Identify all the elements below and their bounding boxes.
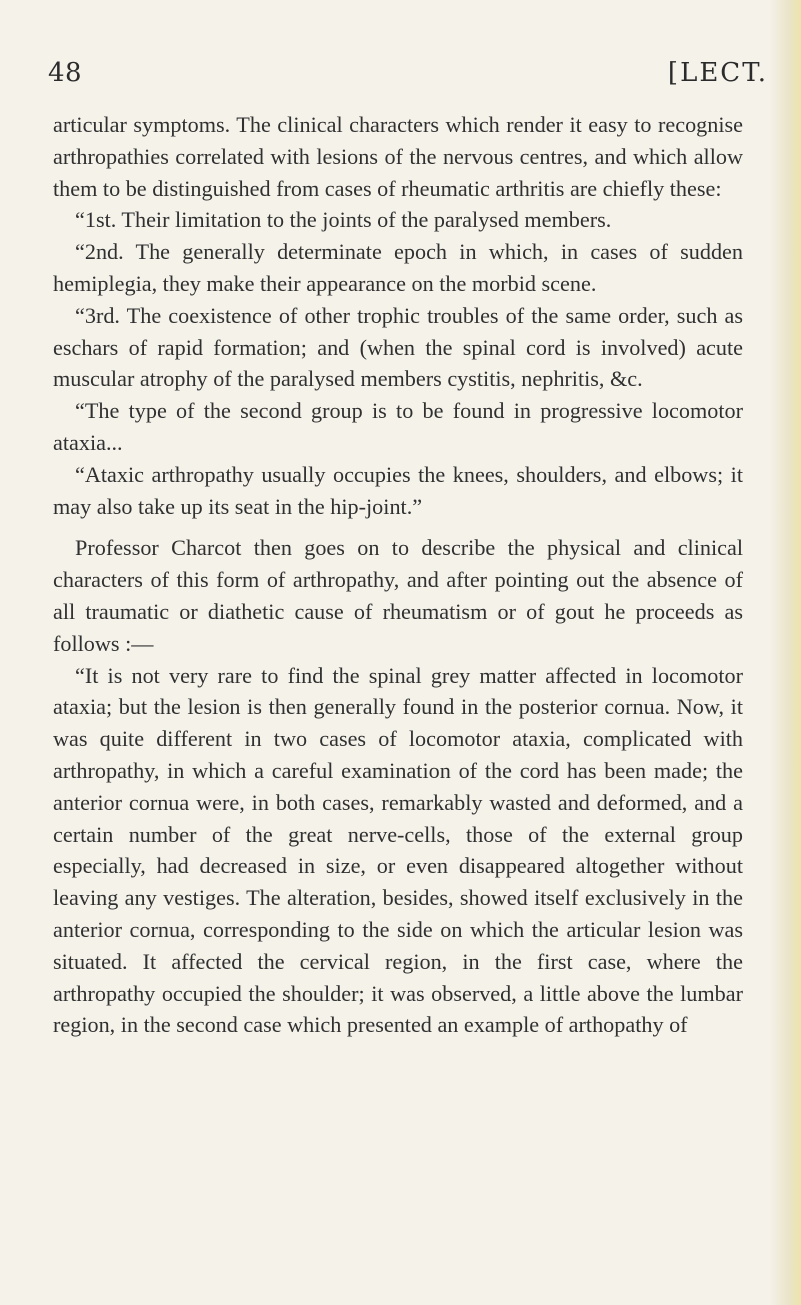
paragraph-ataxic-arthropathy: “Ataxic arthropathy usually occupies the knees, shoulders, and elbows; it may also take up its seat in the hip-joint.” bbox=[53, 461, 743, 519]
paragraph-first-characteristic: “1st. Their limitation to the joints of the paralysed members. bbox=[75, 207, 612, 233]
paragraph-continuation: articular symptoms. The clinical characters which render it easy to recognise arthropathies correlated with lesions of the nervous centres, and which allow them to be distinguished from cases of rheumatic arthritis are chiefly these: bbox=[53, 112, 743, 201]
page-number: 48 bbox=[48, 58, 83, 88]
paragraph-charcot: Professor Charcot then goes on to describe the physical and clinical characters of this form of arthropathy, and after pointing out the absence of all traumatic or diathetic cause of rheumatism or of gout he proceeds as follows :— bbox=[53, 535, 743, 656]
paragraph-spinal-grey-matter: “It is not very rare to find the spinal grey matter affected in locomotor ataxia; but the lesion is then generally found in the posterior cornua. Now, it was quite different in two cases of locomotor ataxia, complicated with arthropathy, in which a careful examination of the cord has been made; the anterior cornua were, in both cases, remarkably wasted and deformed, and a certain number of the great nerve-cells, those of the external group especially, had decreased in size, or even disappeared altogether without leaving any vestiges. The alteration, besides, showed itself exclusively in the anterior cornua, corresponding to the side on which the articular lesion was situated. It affected the cervical region, in the first case, where the arthropathy occupied the shoulder; it was observed, a little above the lumbar region, in the second case which presented an example of arthopathy of bbox=[53, 662, 743, 1038]
paragraph-second-group: “The type of the second group is to be found in progressive locomotor ataxia... bbox=[53, 398, 743, 455]
page-header bbox=[48, 58, 768, 98]
running-head: [LECT. bbox=[667, 58, 768, 88]
paragraph-third-characteristic: “3rd. The coexistence of other trophic troubles of the same order, such as eschars of rapid formation; and (when the spinal cord is involved) acute muscular atrophy of the paralysed members cystitis, nephritis, &c. bbox=[53, 302, 743, 392]
paragraph-second-characteristic: “2nd. The generally determinate epoch in which, in cases of sudden hemiplegia, they make their appearance on the morbid scene. bbox=[53, 239, 743, 296]
body-text bbox=[53, 109, 743, 1041]
